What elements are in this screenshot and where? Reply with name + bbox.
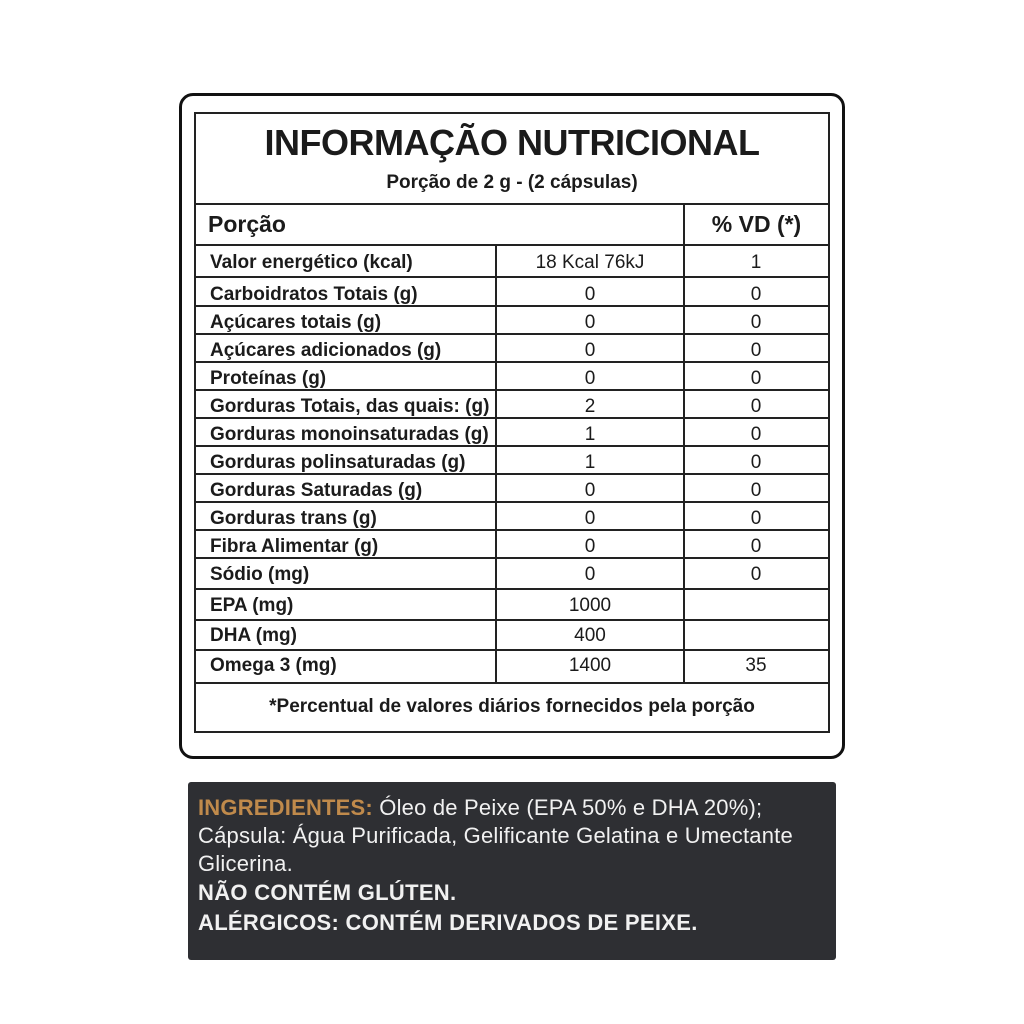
row-divider (194, 619, 830, 621)
nutrient-vd: 0 (750, 396, 762, 417)
row-divider (194, 361, 830, 363)
nutrient-name: Açúcares totais (g) (210, 312, 382, 333)
nutrient-quantity: 0 (584, 508, 596, 529)
table-row (196, 308, 828, 336)
nutrient-vd: 1 (750, 252, 762, 273)
nutrient-vd: 0 (750, 424, 762, 445)
row-divider (194, 305, 830, 307)
nutrient-quantity: 0 (584, 340, 596, 361)
nutrient-quantity: 400 (574, 625, 606, 646)
table-row (196, 532, 828, 560)
nutrient-quantity: 0 (584, 480, 596, 501)
table-row (196, 651, 828, 679)
nutrient-name: DHA (mg) (210, 625, 297, 646)
row-divider (194, 649, 830, 651)
nutrient-quantity: 18 Kcal 76kJ (535, 252, 645, 273)
nutrient-name: Gorduras Totais, das quais: (g) (210, 396, 490, 417)
row-divider (194, 417, 830, 419)
footnote: *Percentual de valores diários fornecidos pela porção (269, 696, 755, 717)
nutrient-vd: 0 (750, 564, 762, 585)
row-divider (194, 557, 830, 559)
nutrient-vd: 0 (750, 480, 762, 501)
row-divider (194, 473, 830, 475)
row-divider (194, 501, 830, 503)
nutrient-quantity: 1400 (568, 655, 612, 676)
ingredients-panel (188, 782, 836, 960)
nutrient-name: Sódio (mg) (210, 564, 310, 585)
table-row (196, 364, 828, 392)
nutrient-quantity: 0 (584, 536, 596, 557)
row-divider (194, 529, 830, 531)
table-row (196, 336, 828, 364)
nutrient-vd: 0 (750, 312, 762, 333)
ingredients-paragraph (198, 794, 826, 878)
nutrient-name: Valor energético (kcal) (210, 252, 413, 273)
table-row (196, 621, 828, 649)
nutrient-vd: 0 (750, 340, 762, 361)
nutrient-quantity: 2 (584, 396, 596, 417)
nutrient-vd: 0 (750, 284, 762, 305)
table-row (196, 560, 828, 588)
row-divider (194, 333, 830, 335)
nutrient-quantity: 0 (584, 564, 596, 585)
nutrient-name: EPA (mg) (210, 595, 294, 616)
serving-size: Porção de 2 g - (2 cápsulas) (386, 172, 638, 193)
nutrient-quantity: 1 (584, 424, 596, 445)
nutrient-vd: 0 (750, 536, 762, 557)
ingredients-text: Óleo de Peixe (EPA 50% e DHA 20%); Cápsula: Água Purificada, Gelificante Gelatina e Umectante Glicerina. (198, 795, 793, 876)
table-row (196, 280, 828, 308)
nutrient-vd: 0 (750, 508, 762, 529)
nutrient-vd: 0 (750, 452, 762, 473)
nutrient-quantity: 1000 (568, 595, 612, 616)
nutrient-name: Gorduras polinsaturadas (g) (210, 452, 466, 473)
rule-under-header (194, 244, 830, 246)
label-title: INFORMAÇÃO NUTRICIONAL (264, 122, 760, 163)
nutrient-name: Carboidratos Totais (g) (210, 284, 418, 305)
table-row (196, 591, 828, 619)
nutrient-vd: 35 (745, 655, 767, 676)
table-row (196, 448, 828, 476)
row-divider (194, 445, 830, 447)
nutrient-name: Fibra Alimentar (g) (210, 536, 379, 557)
nutrient-name: Açúcares adicionados (g) (210, 340, 442, 361)
row-divider (194, 276, 830, 278)
table-row (196, 420, 828, 448)
nutrient-name: Omega 3 (mg) (210, 655, 337, 676)
nutrient-quantity: 0 (584, 368, 596, 389)
row-divider (194, 588, 830, 590)
table-row (196, 504, 828, 532)
allergen-warning: ALÉRGICOS: CONTÉM DERIVADOS DE PEIXE. (198, 910, 698, 935)
row-divider (194, 389, 830, 391)
table-row (196, 248, 828, 276)
gluten-warning: NÃO CONTÉM GLÚTEN. (198, 880, 457, 905)
header-vd: % VD (*) (711, 211, 802, 237)
table-row (196, 392, 828, 420)
table-row (196, 476, 828, 504)
header-portion: Porção (208, 211, 286, 237)
nutrient-quantity: 0 (584, 312, 596, 333)
ingredients-label: INGREDIENTES: (198, 795, 373, 820)
nutrient-vd: 0 (750, 368, 762, 389)
nutrient-name: Proteínas (g) (210, 368, 327, 389)
nutrient-quantity: 1 (584, 452, 596, 473)
nutrient-quantity: 0 (584, 284, 596, 305)
nutrient-name: Gorduras monoinsaturadas (g) (210, 424, 489, 445)
nutrient-name: Gorduras trans (g) (210, 508, 377, 529)
nutrient-name: Gorduras Saturadas (g) (210, 480, 423, 501)
